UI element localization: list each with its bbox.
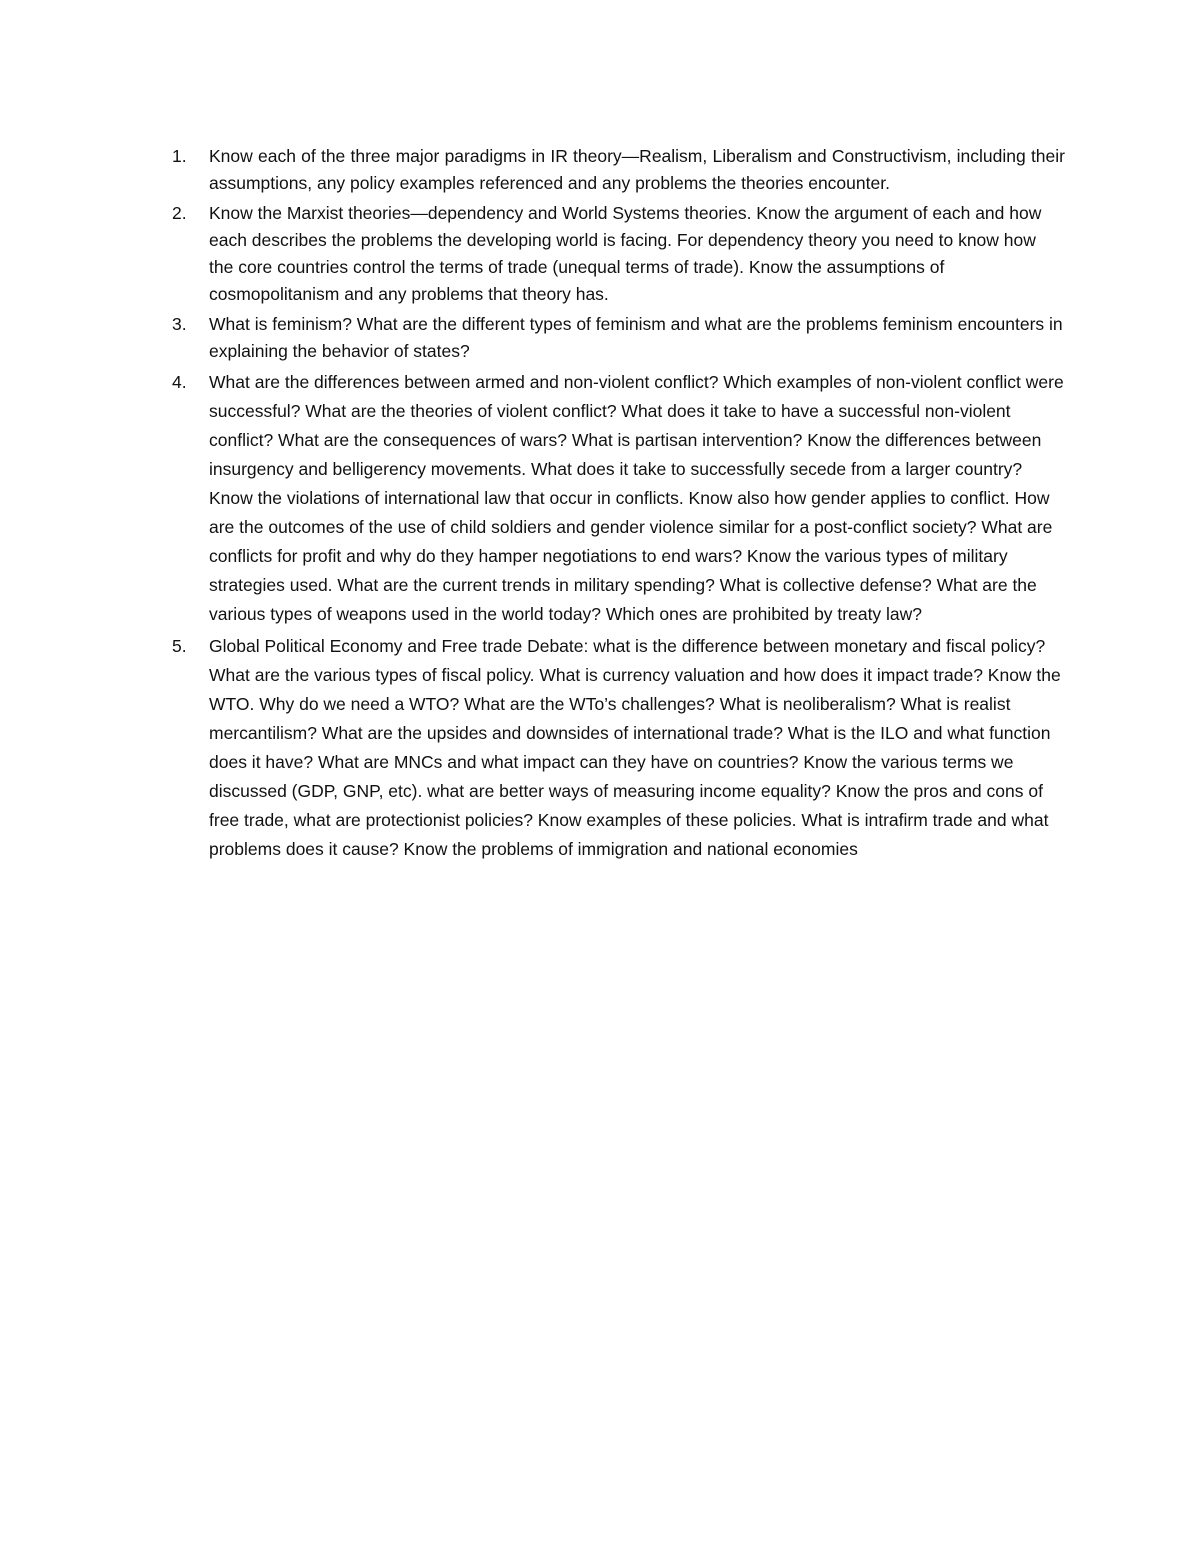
list-item-text: Know each of the three major paradigms in IR theory—Realism, Liberalism and Constructivism, including their assumptions, any policy examples referenced and any problems the theories encounter. [209,146,1065,193]
study-guide-list [165,143,1065,867]
list-item-text: What are the differences between armed and non-violent conflict? Which examples of non-violent conflict were successful? What are the theories of violent conflict? What does it take to have a successful non-violent conflict? What are the consequences of wars? What is partisan intervention? Know the differences between insurgency and belligerency movements. What does it take to successfully secede from a larger country? Know the violations of international law that occur in conflicts. Know also how gender applies to conflict. How are the outcomes of the use of child soldiers and gender violence similar for a post-conflict society? What are conflicts for profit and why do they hamper negotiations to end wars? Know the various types of military strategies used. What are the current trends in military spending? What is collective defense? What are the various types of weapons used in the world today? Which ones are prohibited by treaty law? [209,372,1064,624]
list-item [165,143,1065,197]
list-item-number: 5. [172,636,187,656]
list-item [165,632,1065,864]
list-item-number: 2. [172,203,187,223]
list-item-text: Know the Marxist theories—dependency and World Systems theories. Know the argument of each and how each describes the problems the developing world is facing. For dependency theory you need to know how the core countries control the terms of trade (unequal terms of trade). Know the assumptions of cosmopolitanism and any problems that theory has. [209,203,1042,304]
list-item-number: 1. [172,146,187,166]
list-item [165,200,1065,308]
list-item-number: 3. [172,314,187,334]
list-item [165,368,1065,629]
list-item-text: What is feminism? What are the different types of feminism and what are the problems feminism encounters in explaining the behavior of states? [209,314,1063,361]
list-item-text: Global Political Economy and Free trade Debate: what is the difference between monetary and fiscal policy? What are the various types of fiscal policy. What is currency valuation and how does it impact trade? Know the WTO. Why do we need a WTO? What are the WTo’s challenges? What is neoliberalism? What is realist mercantilism? What are the upsides and downsides of international trade? What is the ILO and what function does it have? What are MNCs and what impact can they have on countries? Know the various terms we discussed (GDP, GNP, etc). what are better ways of measuring income equality? Know the pros and cons of free trade, what are protectionist policies? Know examples of these policies. What is intrafirm trade and what problems does it cause? Know the problems of immigration and national economies [209,636,1061,859]
list-item-number: 4. [172,372,187,392]
list-item [165,311,1065,365]
